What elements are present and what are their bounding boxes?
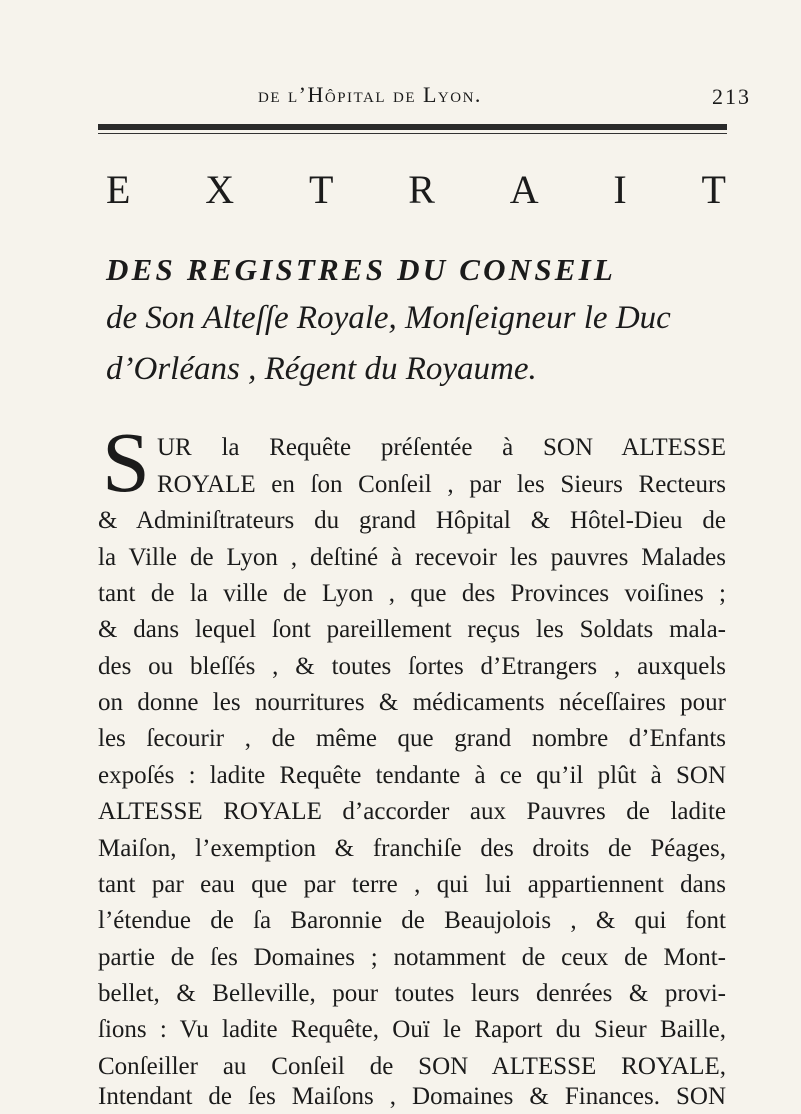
body-line: Maiſon, l’exemption & franchiſe des droits de Péages,: [98, 835, 726, 862]
heading-letter: T: [701, 167, 726, 212]
body-line: Conſeiller au Conſeil de SON ALTESSE ROYALE,: [98, 1053, 726, 1080]
heading-letter: E: [106, 167, 131, 212]
body-line: la Ville de Lyon , deſtiné à recevoir les pauvres Malades: [98, 544, 726, 571]
drop-cap: S: [102, 414, 150, 510]
body-line: ALTESSE ROYALE d’accorder aux Pauvres de ladite: [98, 798, 726, 825]
body-line: tant par eau que par terre , qui lui appartiennent dans: [98, 871, 726, 898]
page-number: 213: [712, 84, 751, 109]
body-line: ſions : Vu ladite Requête, Ouï le Raport du Sieur Baille,: [98, 1016, 726, 1043]
body-line: UR la Requête préſentée à SON ALTESSE: [157, 434, 726, 461]
body-line: les ſecourir , de même que grand nombre d’Enfants: [98, 725, 726, 752]
body-line: tant de la ville de Lyon , que des Provinces voiſines ;: [98, 580, 726, 607]
running-head: [0, 82, 801, 112]
header-rule-thick: [98, 124, 727, 130]
body-line: bellet, & Belleville, pour toutes leurs denrées & provi-: [98, 980, 726, 1007]
subheading-line-1: de Son Alteſſe Royale, Monſeigneur le Duc: [106, 300, 671, 336]
body-line: ROYALE en ſon Conſeil , par les Sieurs Recteurs: [157, 471, 726, 498]
body-line: & Adminiſtrateurs du grand Hôpital & Hôtel-Dieu de: [98, 507, 726, 534]
heading-letter: R: [408, 167, 435, 212]
body-line: partie de ſes Domaines ; notamment de ceux de Mont-: [98, 944, 726, 971]
body-line: l’étendue de ſa Baronnie de Beaujolois , & qui font: [98, 907, 726, 934]
registres-heading: DES REGISTRES DU CONSEIL: [106, 252, 617, 287]
body-line: on donne les nourritures & médicaments néceſſaires pour: [98, 689, 726, 716]
header-rule-thin: [98, 133, 727, 134]
heading-letter: X: [205, 167, 235, 212]
extrait-heading: [106, 168, 726, 212]
running-title: de l’Hôpital de Lyon.: [258, 82, 482, 107]
body-line: Intendant de ſes Maiſons , Domaines & Finances. SON: [98, 1083, 726, 1110]
heading-letter: T: [308, 167, 334, 212]
heading-letter: A: [509, 167, 539, 212]
subheading-line-2: d’Orléans , Régent du Royaume.: [106, 351, 537, 387]
body-line: expoſés : ladite Requête tendante à ce qu’il plût à SON: [98, 762, 726, 789]
heading-letter: I: [613, 167, 627, 212]
body-line: & dans lequel ſont pareillement reçus les Soldats mala-: [98, 616, 726, 643]
body-line: des ou bleſſés , & toutes ſortes d’Etrangers , auxquels: [98, 653, 726, 680]
